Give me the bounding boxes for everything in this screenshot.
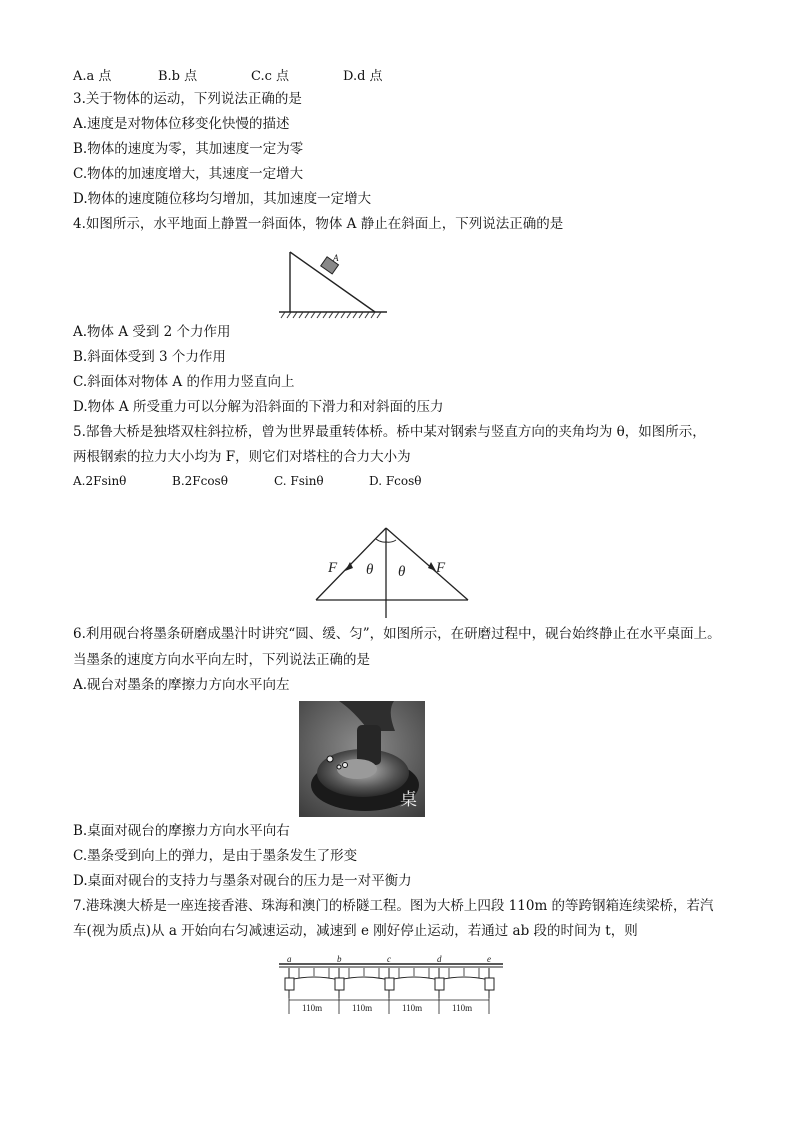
q4-option-b: B.斜面体受到 3 个力作用	[73, 349, 226, 365]
marker-dot-left	[327, 756, 333, 762]
q4-option-a: A.物体 A 受到 2 个力作用	[73, 324, 231, 340]
q6-stem-line2: 当墨条的速度方向水平向左时，下列说法正确的是	[73, 652, 370, 668]
q3-option-b: B.物体的速度为零，其加速度一定为零	[73, 141, 304, 157]
q5-stem-line2: 两根钢索的拉力大小均为 F，则它们对塔柱的合力大小为	[73, 449, 411, 465]
q6-option-a: A.砚台对墨条的摩擦力方向水平向左	[73, 677, 290, 693]
q7-stem-line2: 车(视为质点)从 a 开始向右匀减速运动，减速到 e 刚好停止运动，若通过 ab 段的时间为 t，则	[73, 923, 638, 939]
point-c-label: c	[387, 954, 391, 964]
point-e-label: e	[487, 954, 491, 964]
bridge-piers	[285, 978, 494, 998]
q2-option-b: B.b 点	[158, 69, 198, 84]
q2-option-d: D.d 点	[343, 69, 383, 84]
q6-option-c: C.墨条受到向上的弹力，是由于墨条发生了形变	[73, 848, 358, 864]
q6-option-d: D.桌面对砚台的支持力与墨条对砚台的压力是一对平衡力	[73, 873, 412, 889]
q6-option-b: B.桌面对砚台的摩擦力方向水平向右	[73, 823, 290, 839]
cable-force-figure	[310, 522, 475, 620]
ink-stick	[357, 725, 381, 765]
q5-option-b: B.2Fcosθ	[172, 474, 228, 488]
q5-option-c: C. Fsinθ	[274, 474, 324, 488]
block-a-label: A	[333, 253, 339, 263]
marker-dot-mid	[343, 763, 348, 768]
q3-stem: 3.关于物体的运动，下列说法正确的是	[73, 91, 302, 107]
q5-option-a: A.2Fsinθ	[73, 474, 127, 488]
q2-option-c: C.c 点	[251, 69, 290, 84]
force-left-label: F	[328, 560, 338, 576]
q5-option-d: D. Fcosθ	[369, 474, 422, 488]
ground-hatching	[281, 312, 381, 318]
force-right-label: F	[436, 560, 446, 576]
arrow-right-icon	[428, 562, 436, 571]
point-a-label: a	[287, 954, 292, 964]
q4-option-c: C.斜面体对物体 A 的作用力竖直向上	[73, 374, 295, 390]
point-b-label: b	[337, 954, 342, 964]
q5-stem-line1: 5.郜鲁大桥是独塔双柱斜拉桥，曾为世界最重转体桥。桥中某对钢索与竖直方向的夹角均为 θ，如图所示，	[73, 424, 706, 440]
angle-arc-right	[386, 540, 396, 542]
span-label-bc: 110m	[352, 1003, 373, 1013]
q4-stem: 4.如图所示，水平地面上静置一斜面体，物体 A 静止在斜面上，下列说法正确的是	[73, 216, 564, 232]
incline-figure	[275, 248, 390, 324]
ink-surface	[337, 759, 377, 779]
angle-right-label: θ	[398, 564, 406, 580]
inkstone-photo	[299, 701, 425, 817]
q7-stem-line1: 7.港珠澳大桥是一座连接香港、珠海和澳门的桥隧工程。图为大桥上四段 110m 的等跨钢箱连续梁桥，若汽	[73, 898, 714, 914]
q3-option-d: D.物体的速度随位移均匀增加，其加速度一定增大	[73, 191, 372, 207]
q2-option-a: A.a 点	[73, 69, 112, 84]
marker-dot-right	[337, 765, 341, 769]
point-d-label: d	[437, 954, 442, 964]
span-label-de: 110m	[452, 1003, 473, 1013]
q3-option-c: C.物体的加速度增大，其速度一定增大	[73, 166, 304, 182]
q6-stem-line1: 6.利用砚台将墨条研磨成墨汁时讲究“圆、缓、匀”，如图所示，在研磨过程中，砚台始终静止在水平桌面上。	[73, 626, 721, 642]
q4-option-d: D.物体 A 所受重力可以分解为沿斜面的下滑力和对斜面的压力	[73, 399, 444, 415]
span-label-ab: 110m	[302, 1003, 323, 1013]
bridge-figure	[277, 952, 505, 1016]
angle-left-label: θ	[366, 562, 374, 578]
desk-label: 桌	[400, 790, 417, 810]
span-label-cd: 110m	[402, 1003, 423, 1013]
q3-option-a: A.速度是对物体位移变化快慢的描述	[73, 116, 290, 132]
angle-arc-left	[376, 539, 386, 542]
